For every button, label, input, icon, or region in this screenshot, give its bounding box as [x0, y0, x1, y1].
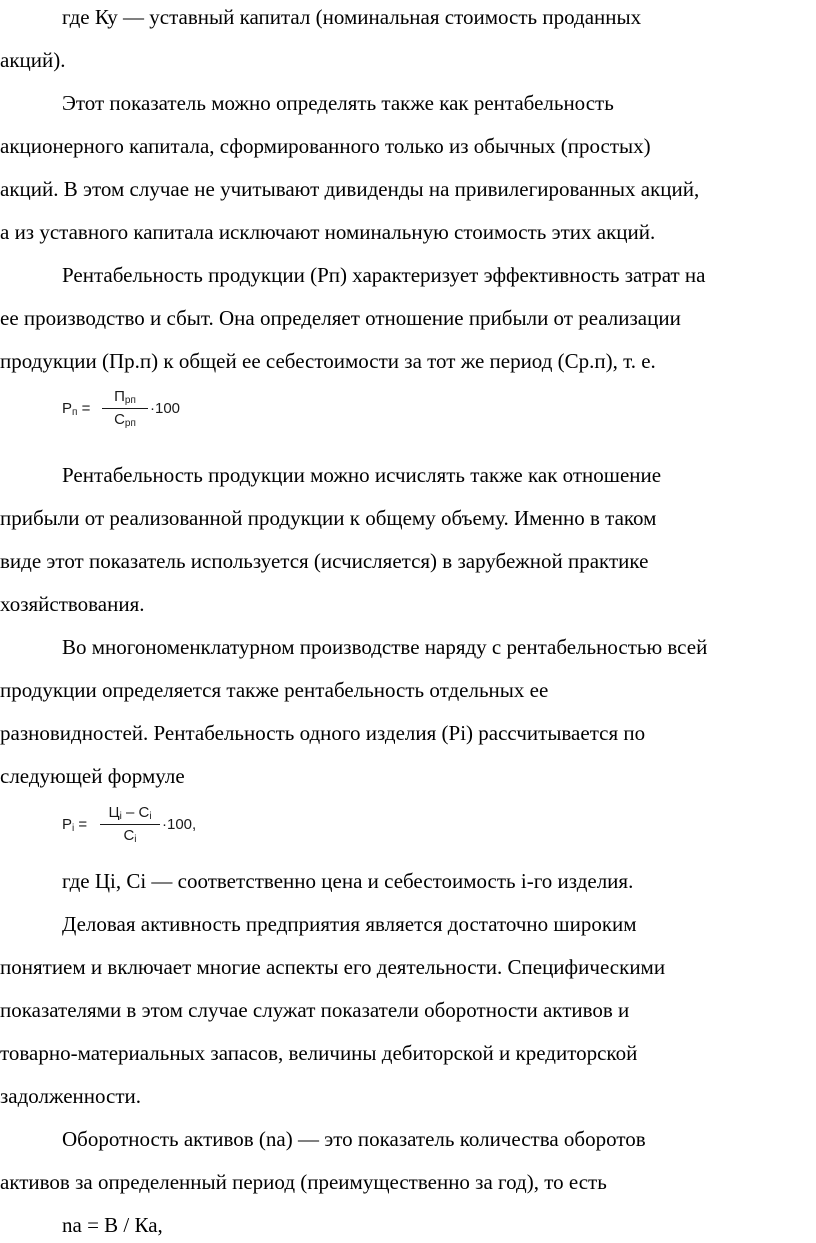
formula1-fraction-bar — [102, 408, 148, 409]
text-line: понятием и включает многие аспекты его деятельности. Специфическими — [0, 955, 666, 979]
formula1-denominator: $С_{рп}$ — [114, 411, 136, 429]
text-line: а из уставного капитала исключают номинальную стоимость этих акций. — [0, 220, 656, 244]
text-line: na = B / Ка, — [62, 1213, 163, 1237]
text-line: Рентабельность продукции можно исчислять также как отношение — [62, 463, 662, 487]
text-line: разновидностей. Рентабельность одного изделия (Pi) рассчитывается по — [0, 721, 646, 745]
text-line: Деловая активность предприятия является достаточно широким — [62, 912, 637, 936]
text-line: Оборотность активов (na) — это показатель количества оборотов — [62, 1127, 646, 1151]
text-line: акций). — [0, 48, 66, 72]
text-line: хозяйствования. — [0, 592, 145, 616]
text-line: Рентабельность продукции (Рп) характеризует эффективность затрат на — [62, 263, 706, 287]
text-line: товарно-материальных запасов, величины дебиторской и кредиторской — [0, 1041, 638, 1065]
text-line: виде этот показатель используется (исчисляется) в зарубежной практике — [0, 549, 649, 573]
text-line: акций. В этом случае не учитывают дивиденды на привилегированных акций, — [0, 177, 700, 201]
formula1-numerator: $П_{рп}$ — [114, 388, 136, 406]
formula2-lhs: $P_i$ = — [62, 816, 88, 834]
formula2-numerator: $Ц_i - C_i$ — [108, 804, 152, 822]
formula2-denominator: $C_i$ — [123, 827, 137, 845]
text-line: прибыли от реализованной продукции к общему объему. Именно в таком — [0, 506, 657, 530]
formula2-multiplier: ·100, — [162, 816, 197, 833]
formula-product-profitability — [62, 388, 192, 432]
formula1-multiplier: ·100 — [150, 400, 181, 417]
text-line: где Ку — уставный капитал (номинальная стоимость проданных — [62, 5, 642, 29]
text-line: акционерного капитала, сформированного только из обычных (простых) — [0, 134, 651, 158]
text-line: показателями в этом случае служат показатели оборотности активов и — [0, 998, 630, 1022]
text-line: Во многономенклатурном производстве наряду с рентабельностью всей — [62, 635, 708, 659]
text-line: Этот показатель можно определять также как рентабельность — [62, 91, 614, 115]
text-line: продукции определяется также рентабельность отдельных ее — [0, 678, 549, 702]
text-line: активов за определенный период (преимущественно за год), то есть — [0, 1170, 607, 1194]
text-line: где Цi, Сi — соответственно цена и себестоимость i-го изделия. — [62, 869, 634, 893]
formula2-fraction-bar — [100, 824, 160, 825]
formula1-lhs: $Р_п$ = — [62, 400, 91, 418]
text-line: следующей формуле — [0, 764, 185, 788]
text-line: продукции (Пр.п) к общей ее себестоимости за тот же период (Ср.п), т. е. — [0, 349, 656, 373]
text-line: ее производство и сбыт. Она определяет отношение прибыли от реализации — [0, 306, 681, 330]
formula-item-profitability — [62, 804, 212, 848]
text-line: задолженности. — [0, 1084, 142, 1108]
